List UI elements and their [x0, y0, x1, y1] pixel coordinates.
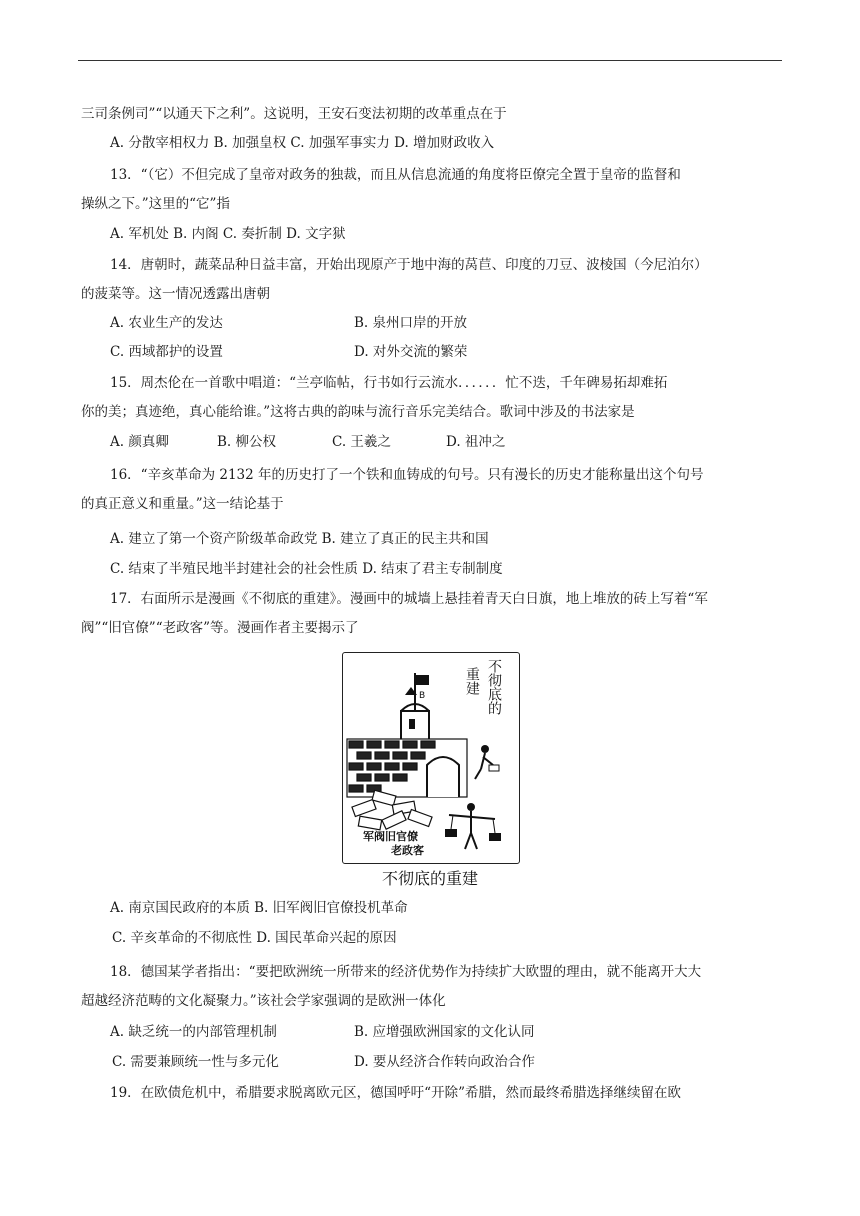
q12-options: A. 分散宰相权力 B. 加强皇权 C. 加强军事实力 D. 增加财政收入: [110, 135, 495, 151]
q14-option-d: D. 对外交流的繁荣: [354, 344, 468, 360]
q17-options-ab: A. 南京国民政府的本质 B. 旧军阀旧官僚投机革命: [110, 900, 408, 916]
q17-options-cd: C. 辛亥革命的不彻底性 D. 国民革命兴起的原因: [112, 930, 397, 946]
q13-stem-cont: 操纵之下。”这里的“它”指: [81, 196, 230, 212]
q17-stem-cont: 阀”“旧官僚”“老政客”等。漫画作者主要揭示了: [81, 620, 359, 636]
q15-option-b: B. 柳公权: [217, 434, 277, 450]
q15-stem: 15．周杰伦在一首歌中唱道：“兰亭临帖，行书如行云流水．．．．．．忙不迭，千年碑易拓却难拓: [110, 375, 668, 391]
svg-text:B: B: [419, 691, 426, 701]
q13-options: A. 军机处 B. 内阁 C. 奏折制 D. 文字狱: [110, 226, 346, 242]
q15-option-a: A. 颜真卿: [110, 434, 169, 450]
comic-subtitle-vertical: 重建: [464, 667, 480, 695]
q14-stem-cont: 的菠菜等。这一情况透露出唐朝: [81, 286, 270, 302]
comic-illustration: [342, 652, 520, 864]
q14-option-b: B. 泉州口岸的开放: [354, 315, 468, 331]
q18-option-d: D. 要从经济合作转向政治合作: [354, 1054, 535, 1070]
q16-options-cd: C. 结束了半殖民地半封建社会的社会性质 D. 结束了君主专制制度: [110, 561, 503, 577]
comic-brick-label-1: 军阀旧官僚: [363, 830, 418, 843]
comic-title-vertical: 不彻底的: [486, 659, 502, 715]
q16-stem: 16．“辛亥革命为 2132 年的历史打了一个铁和血铸成的句号。只有漫长的历史才能称量出这个句号: [110, 467, 704, 483]
q18-option-a: A. 缺乏统一的内部管理机制: [110, 1024, 277, 1040]
q14-stem: 14．唐朝时，蔬菜品种日益丰富，开始出现原产于地中海的莴苣、印度的刀豆、波棱国（今尼泊尔）: [110, 257, 708, 273]
comic-caption: 不彻底的重建: [381, 869, 478, 888]
q18-option-c: C. 需要兼顾统一性与多元化: [112, 1054, 279, 1070]
q14-option-c: C. 西域都护的设置: [110, 344, 223, 360]
q16-stem-cont: 的真正意义和重量。”这一结论基于: [81, 496, 284, 512]
q17-stem: 17．右面所示是漫画《不彻底的重建》。漫画中的城墙上悬挂着青天白日旗，地上堆放的砖上写着“军: [110, 591, 708, 607]
q16-options-ab: A. 建立了第一个资产阶级革命政党 B. 建立了真正的民主共和国: [110, 531, 489, 547]
q19-stem: 19．在欧债危机中，希腊要求脱离欧元区，德国呼吁“开除”希腊，然而最终希腊选择继续留在欧: [110, 1085, 681, 1101]
header-rule: [78, 60, 782, 61]
q12-stem-end: 三司条例司”“以通天下之利”。这说明，王安石变法初期的改革重点在于: [81, 106, 507, 122]
q15-option-c: C. 王羲之: [332, 434, 391, 450]
q15-option-d: D. 祖冲之: [446, 434, 506, 450]
comic-brick-label-2: 老政客: [391, 844, 424, 857]
q13-stem: 13．“（它）不但完成了皇帝对政务的独裁，而且从信息流通的角度将臣僚完全置于皇帝的监督和: [110, 167, 681, 183]
q18-stem: 18．德国某学者指出：“要把欧洲统一所带来的经济优势作为持续扩大欧盟的理由，就不能离开大大: [110, 964, 702, 980]
q15-stem-cont: 你的美；真迹绝，真心能给谁。”这将古典的韵味与流行音乐完美结合。歌词中涉及的书法家是: [81, 404, 635, 420]
q14-option-a: A. 农业生产的发达: [110, 315, 223, 331]
q18-stem-cont: 超越经济范畴的文化凝聚力。”该社会学家强调的是欧洲一体化: [81, 993, 446, 1009]
q18-option-b: B. 应增强欧洲国家的文化认同: [354, 1024, 535, 1040]
